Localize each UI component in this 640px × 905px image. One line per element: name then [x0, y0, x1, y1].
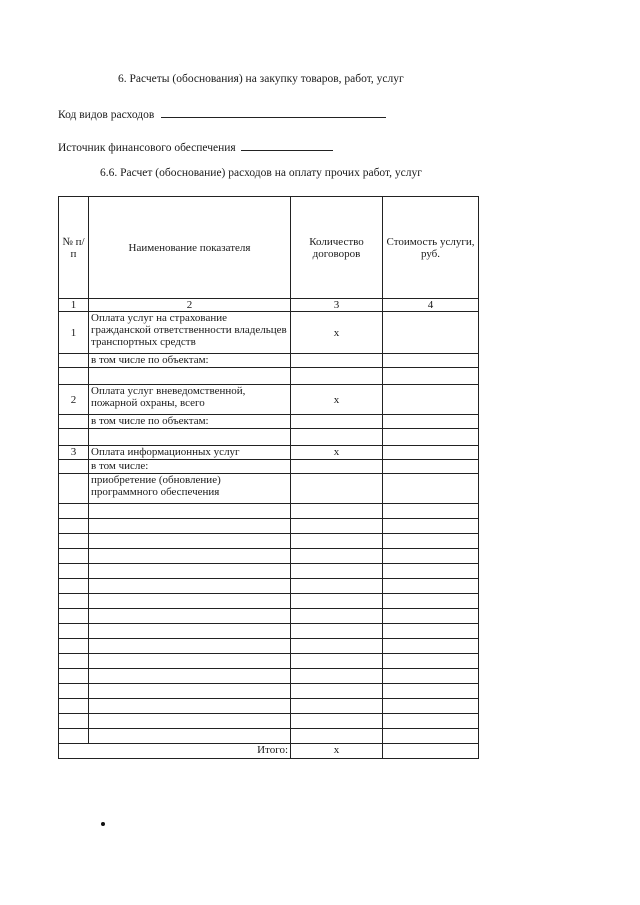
empty-cell[interactable]: [89, 519, 291, 534]
subsection-heading: 6.6. Расчет (обоснование) расходов на оплату прочих работ, услуг: [100, 167, 422, 179]
empty-cell[interactable]: [291, 699, 383, 714]
total-cost[interactable]: [383, 744, 479, 759]
empty-row: [59, 579, 479, 594]
empty-row: [59, 549, 479, 564]
col-num-cell: 1: [59, 299, 89, 312]
empty-cell[interactable]: [291, 519, 383, 534]
empty-row: [59, 594, 479, 609]
col-num-cell: 2: [89, 299, 291, 312]
empty-row: [59, 519, 479, 534]
empty-cell[interactable]: [291, 549, 383, 564]
empty-cell[interactable]: [383, 579, 479, 594]
expense-code-field[interactable]: [161, 106, 386, 118]
empty-row: [59, 699, 479, 714]
row-cost[interactable]: [383, 368, 479, 385]
empty-cell[interactable]: [59, 549, 89, 564]
row-cost[interactable]: [383, 312, 479, 354]
funding-source-field[interactable]: [241, 139, 333, 151]
row-cost[interactable]: [383, 446, 479, 460]
empty-cell[interactable]: [383, 594, 479, 609]
row-cost[interactable]: [383, 474, 479, 504]
row-name: [89, 368, 291, 385]
empty-cell[interactable]: [59, 594, 89, 609]
empty-cell[interactable]: [291, 609, 383, 624]
expense-table: [58, 196, 479, 759]
header-row: [59, 197, 479, 299]
empty-cell[interactable]: [59, 699, 89, 714]
empty-cell[interactable]: [383, 684, 479, 699]
empty-cell[interactable]: [291, 624, 383, 639]
column-number-row: [59, 299, 479, 312]
empty-cell[interactable]: [291, 504, 383, 519]
row-cost[interactable]: [383, 429, 479, 446]
row-num: 2: [59, 385, 89, 415]
row-qty[interactable]: [291, 354, 383, 368]
empty-cell[interactable]: [59, 729, 89, 744]
empty-cell[interactable]: [383, 504, 479, 519]
header-cell-num: № п/п: [59, 197, 89, 299]
empty-cell[interactable]: [383, 549, 479, 564]
header-cell-cost: Стоимость услуги, руб.: [383, 197, 479, 299]
row-cost[interactable]: [383, 460, 479, 474]
empty-cell[interactable]: [89, 699, 291, 714]
row-num: 1: [59, 312, 89, 354]
empty-row: [59, 684, 479, 699]
expense-code-label: Код видов расходов: [58, 109, 155, 121]
row-qty[interactable]: [291, 429, 383, 446]
empty-cell[interactable]: [383, 654, 479, 669]
total-qty: x: [291, 744, 383, 759]
empty-cell[interactable]: [59, 504, 89, 519]
row-qty[interactable]: x: [291, 446, 383, 460]
empty-cell[interactable]: [383, 609, 479, 624]
empty-cell[interactable]: [89, 609, 291, 624]
header-cell-qty: Количество договоров: [291, 197, 383, 299]
table-row: [59, 312, 479, 354]
empty-cell[interactable]: [291, 654, 383, 669]
empty-cell[interactable]: [59, 669, 89, 684]
row-qty[interactable]: [291, 368, 383, 385]
row-name: Оплата услуг вневедомственной, пожарной охраны, всего: [89, 385, 291, 415]
total-row: [59, 744, 479, 759]
empty-cell[interactable]: [89, 639, 291, 654]
empty-cell[interactable]: [291, 669, 383, 684]
row-cost[interactable]: [383, 385, 479, 415]
empty-cell[interactable]: [59, 654, 89, 669]
empty-cell[interactable]: [383, 564, 479, 579]
table-row: [59, 415, 479, 429]
table-row: [59, 474, 479, 504]
empty-cell[interactable]: [59, 639, 89, 654]
empty-row: [59, 564, 479, 579]
empty-cell[interactable]: [383, 729, 479, 744]
row-name: в том числе по объектам:: [89, 415, 291, 429]
funding-source-label: Источник финансового обеспечения: [58, 142, 236, 154]
row-name: приобретение (обновление) программного обеспечения: [89, 474, 291, 504]
row-qty[interactable]: [291, 415, 383, 429]
empty-row: [59, 669, 479, 684]
row-num: 3: [59, 446, 89, 460]
header-cell-name: Наименование показателя: [89, 197, 291, 299]
empty-cell[interactable]: [383, 699, 479, 714]
empty-cell[interactable]: [89, 549, 291, 564]
empty-cell[interactable]: [59, 579, 89, 594]
col-num-cell: 4: [383, 299, 479, 312]
empty-cell[interactable]: [89, 714, 291, 729]
row-num: [59, 368, 89, 385]
row-num: [59, 429, 89, 446]
table-row: [59, 368, 479, 385]
empty-cell[interactable]: [89, 624, 291, 639]
empty-row: [59, 714, 479, 729]
empty-row: [59, 504, 479, 519]
empty-cell[interactable]: [291, 684, 383, 699]
empty-cell[interactable]: [291, 639, 383, 654]
empty-cell[interactable]: [59, 684, 89, 699]
empty-row: [59, 624, 479, 639]
empty-cell[interactable]: [291, 729, 383, 744]
empty-cell[interactable]: [89, 564, 291, 579]
empty-cell[interactable]: [89, 504, 291, 519]
row-num: [59, 460, 89, 474]
row-name: Оплата услуг на страхование гражданской ответственности владельцев транспортных средств: [89, 312, 291, 354]
empty-cell[interactable]: [89, 594, 291, 609]
empty-cell[interactable]: [89, 654, 291, 669]
empty-cell[interactable]: [291, 579, 383, 594]
row-name: в том числе по объектам:: [89, 354, 291, 368]
empty-cell[interactable]: [59, 519, 89, 534]
empty-cell[interactable]: [59, 624, 89, 639]
empty-cell[interactable]: [383, 624, 479, 639]
row-name: Оплата информационных услуг: [89, 446, 291, 460]
empty-cell[interactable]: [383, 714, 479, 729]
empty-cell[interactable]: [383, 534, 479, 549]
table-row: [59, 354, 479, 368]
col-num-cell: 3: [291, 299, 383, 312]
row-qty[interactable]: [291, 460, 383, 474]
empty-cell[interactable]: [383, 669, 479, 684]
empty-row: [59, 534, 479, 549]
empty-cell[interactable]: [59, 564, 89, 579]
empty-cell[interactable]: [59, 609, 89, 624]
empty-cell[interactable]: [291, 564, 383, 579]
empty-row: [59, 729, 479, 744]
row-name: в том числе:: [89, 460, 291, 474]
row-cost[interactable]: [383, 354, 479, 368]
empty-cell[interactable]: [89, 729, 291, 744]
expense-code-row: [58, 106, 386, 121]
total-label: Итого:: [59, 744, 291, 759]
table-row: [59, 446, 479, 460]
empty-cell[interactable]: [89, 684, 291, 699]
section-heading: 6. Расчеты (обоснования) на закупку товаров, работ, услуг: [118, 73, 404, 85]
row-qty[interactable]: x: [291, 385, 383, 415]
row-num: [59, 415, 89, 429]
row-num: [59, 354, 89, 368]
table-row: [59, 429, 479, 446]
row-qty[interactable]: x: [291, 312, 383, 354]
table-row: [59, 385, 479, 415]
ink-dot: [101, 822, 105, 826]
row-num: [59, 474, 89, 504]
empty-row: [59, 639, 479, 654]
empty-cell[interactable]: [291, 594, 383, 609]
empty-cell[interactable]: [89, 534, 291, 549]
empty-cell[interactable]: [383, 639, 479, 654]
empty-cell[interactable]: [59, 534, 89, 549]
row-name: [89, 429, 291, 446]
row-qty[interactable]: [291, 474, 383, 504]
funding-source-row: [58, 139, 333, 154]
table-row: [59, 460, 479, 474]
empty-cell[interactable]: [291, 534, 383, 549]
empty-cell[interactable]: [89, 669, 291, 684]
row-cost[interactable]: [383, 415, 479, 429]
empty-row: [59, 609, 479, 624]
empty-cell[interactable]: [291, 714, 383, 729]
empty-cell[interactable]: [59, 714, 89, 729]
empty-row: [59, 654, 479, 669]
empty-cell[interactable]: [383, 519, 479, 534]
empty-cell[interactable]: [89, 579, 291, 594]
